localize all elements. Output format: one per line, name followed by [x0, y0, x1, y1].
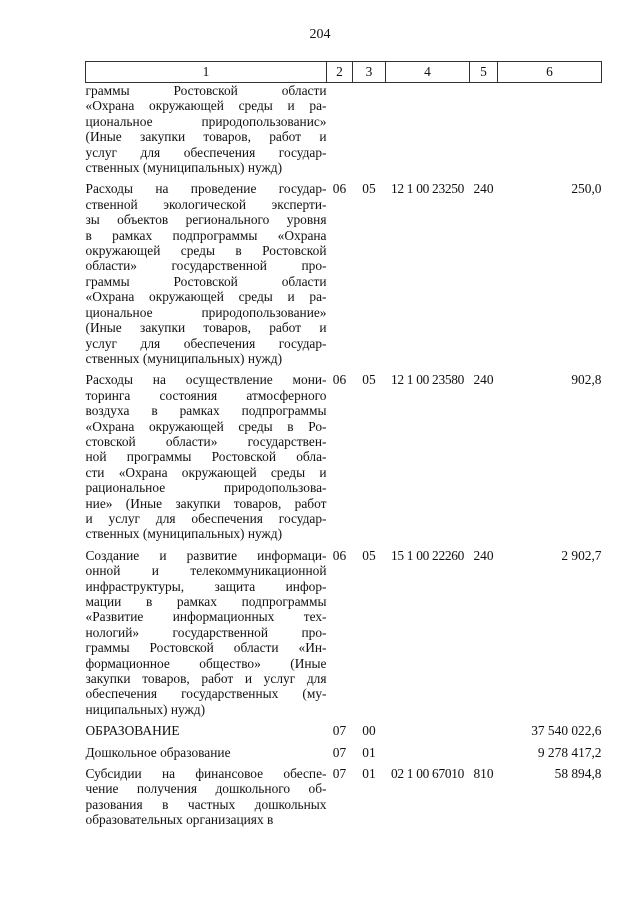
target-article-code: 12 1 00 23580: [390, 372, 465, 388]
subsection-code: 05: [362, 181, 376, 197]
amount-value: 250,0: [571, 181, 602, 197]
target-article-code: [386, 83, 470, 176]
amount-value: 37 540 022,6: [531, 723, 602, 739]
column-header-3: 3: [353, 62, 386, 83]
description-line: зы объектов регионального уровня: [85, 212, 327, 228]
expense-type-code: [470, 83, 498, 176]
description-line: в рамках подпрограммы «Охрана: [85, 227, 327, 243]
amount-value: [498, 83, 602, 176]
description-line: сти «Охрана окружающей среды и: [85, 464, 327, 480]
table-row: [86, 739, 602, 760]
description-line: торинга состояния атмосферного: [85, 387, 327, 403]
description-line: граммы Ростовской области: [85, 83, 327, 98]
subsection-code: [353, 83, 386, 176]
section-code: 06: [332, 547, 347, 563]
description-line: нологий» государственной про-: [85, 624, 327, 640]
description-line: закупки товаров, работ и услуг для: [85, 671, 327, 687]
target-article-code: 02 1 00 67010: [390, 766, 465, 782]
expense-type-code: 810: [473, 766, 494, 782]
table-row: [86, 760, 602, 828]
target-article-code: 15 1 00 22260: [390, 547, 465, 563]
column-header-1: 1: [86, 62, 327, 83]
description-line: ственных (муниципальных) нужд): [85, 526, 283, 542]
row-description: [86, 175, 327, 366]
description-line: ственных (муниципальных) нужд): [85, 350, 283, 366]
subsection-code: 05: [362, 372, 376, 388]
row-description: [86, 717, 327, 738]
description-line: услуг для обеспечения государ-: [85, 144, 327, 160]
expense-type-code: [470, 717, 498, 738]
target-article-code: [386, 739, 470, 760]
row-description: [86, 83, 327, 176]
description-line: обеспечения государственных (му-: [85, 686, 327, 702]
amount-value: 9 278 417,2: [537, 744, 602, 760]
description-line: разования в частных дошкольных: [85, 796, 327, 812]
column-header-6: 6: [498, 62, 602, 83]
amount-value: 58 894,8: [554, 766, 602, 782]
expense-type-code: [470, 739, 498, 760]
column-header-4: 4: [386, 62, 470, 83]
description-line: услуг для обеспечения государ-: [85, 335, 327, 351]
expense-type-code: 240: [473, 372, 494, 388]
row-description: [86, 366, 327, 541]
description-line: воздуха в рамках подпрограммы: [85, 403, 327, 419]
amount-value: 2 902,7: [561, 547, 602, 563]
description-line: ственной экологической эксперти-: [85, 196, 327, 212]
description-line: ОБРАЗОВАНИЕ: [85, 723, 180, 739]
page-number: 204: [309, 27, 331, 42]
description-line: формационное общество» (Иные: [85, 655, 327, 671]
description-line: рациональное природопользова-: [85, 480, 327, 496]
table-row: [86, 542, 602, 717]
description-line: «Охрана окружающей среды и ра-: [85, 289, 327, 305]
subsection-code: 01: [362, 766, 376, 782]
description-line: циональное природопользование»: [85, 304, 327, 320]
description-line: области» государственной про-: [85, 258, 327, 274]
section-code: 07: [332, 766, 347, 782]
description-line: образовательных организациях в: [85, 812, 274, 828]
row-description: [86, 739, 327, 760]
description-line: циональное природопользованис»: [85, 113, 327, 129]
section-code: 07: [332, 723, 347, 739]
section-code: 06: [332, 372, 347, 388]
subsection-code: 01: [362, 744, 376, 760]
section-code: [327, 83, 353, 176]
description-line: «Охрана окружающей среды в Ро-: [85, 418, 327, 434]
description-line: и услуг для обеспечения государ-: [85, 510, 327, 526]
table-header-row: [86, 62, 602, 83]
column-header-2: 2: [327, 62, 353, 83]
amount-value: 902,8: [571, 372, 602, 388]
description-line: инфраструктуры, защита инфор-: [85, 578, 327, 594]
description-line: ственных (муниципальных) нужд): [85, 160, 283, 176]
description-line: Создание и развитие информаци-: [85, 547, 327, 563]
description-line: «Охрана окружающей среды и ра-: [85, 98, 327, 114]
description-line: граммы Ростовской области: [85, 273, 327, 289]
expense-type-code: 240: [473, 181, 494, 197]
description-line: мации в рамках подпрограммы: [85, 594, 327, 609]
description-line: ниципальных) нужд): [85, 701, 206, 717]
target-article-code: 12 1 00 23250: [390, 181, 465, 197]
table-row: [86, 366, 602, 541]
description-line: окружающей среды в Ростовской: [85, 243, 327, 259]
budget-table: [85, 61, 602, 828]
description-line: Субсидии на финансовое обеспе-: [85, 766, 327, 782]
description-line: онной и телекоммуникационной: [85, 563, 327, 579]
expense-type-code: 240: [473, 547, 494, 563]
description-line: Расходы на проведение государ-: [85, 181, 327, 197]
description-line: граммы Ростовской области «Ин-: [85, 640, 327, 656]
row-description: [86, 542, 327, 717]
column-header-5: 5: [470, 62, 498, 83]
table-row: [86, 175, 602, 366]
description-line: чение получения дошкольного об-: [85, 781, 327, 797]
section-code: 06: [332, 181, 347, 197]
table-row: [86, 83, 602, 176]
subsection-code: 00: [362, 723, 376, 739]
description-line: (Иные закупки товаров, работ и: [85, 320, 327, 336]
description-line: Дошкольное образование: [85, 744, 231, 760]
description-line: ной программы Ростовской обла-: [85, 449, 327, 465]
target-article-code: [386, 717, 470, 738]
description-line: (Иные закупки товаров, работ и: [85, 129, 327, 145]
description-line: ние» (Иные закупки товаров, работ: [85, 495, 327, 511]
table-row: [86, 717, 602, 738]
description-line: «Развитие информационных тех-: [85, 609, 327, 625]
row-description: [86, 760, 327, 828]
subsection-code: 05: [362, 547, 376, 563]
description-line: стовской области» государствен-: [85, 433, 327, 449]
section-code: 07: [332, 744, 347, 760]
description-line: Расходы на осуществление мони-: [85, 372, 327, 388]
